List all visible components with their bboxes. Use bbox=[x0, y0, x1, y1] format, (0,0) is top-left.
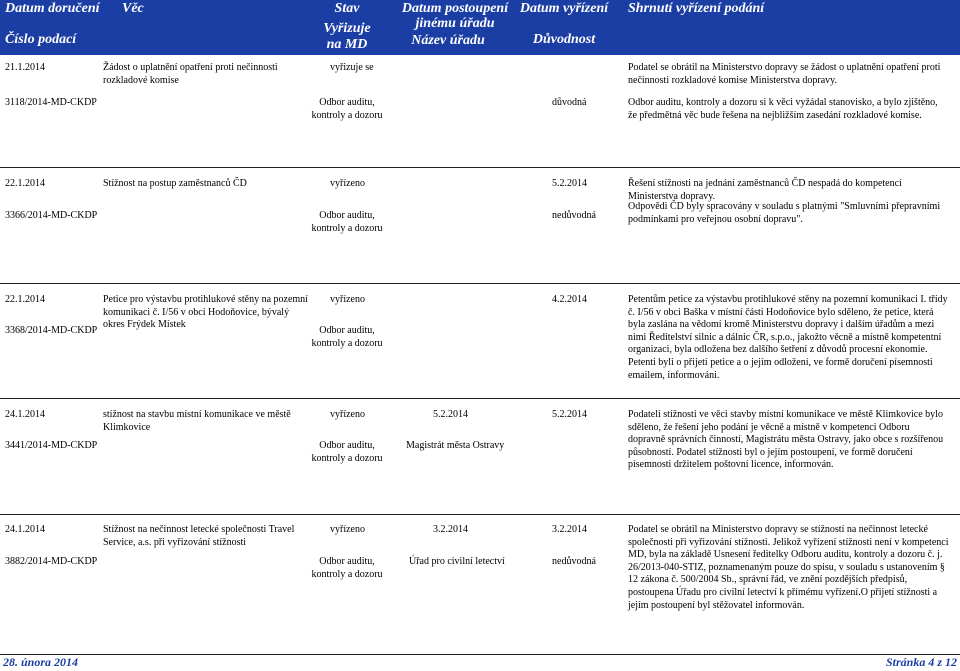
col-duvodnost: Důvodnost bbox=[532, 32, 596, 47]
shrnuti-text: Podatel se obrátil na Ministerstvo dopravy se žádost o uplatnění opatření proti nečinnosti rozkladové komise Ministerstva dopravy. bbox=[628, 62, 941, 86]
datum-doruceni: 24.1.2014 bbox=[5, 524, 45, 535]
col-datum-vyrizeni: Datum vyřízení bbox=[519, 1, 609, 16]
row-divider bbox=[0, 514, 960, 515]
datum-vyrizeni: 5.2.2014 bbox=[552, 178, 587, 189]
datum-vyrizeni: 4.2.2014 bbox=[552, 294, 587, 305]
table-header bbox=[0, 0, 960, 55]
cislo-podaci: 3366/2014-MD-CKDP bbox=[5, 210, 98, 221]
datum-postoupeni: 3.2.2014 bbox=[433, 524, 468, 535]
nazev-uradu: Úřad pro civilní letectví bbox=[409, 556, 505, 567]
shrnuti-text-2: Odbor auditu, kontroly a dozoru si k věci vyžádal stanovisko, a bylo zjištěno, že předmětná věc bude řešena na nejbližším zasedání rozkladové komise. bbox=[628, 97, 938, 121]
cislo-podaci: 3118/2014-MD-CKDP bbox=[5, 97, 97, 108]
cislo-podaci: 3441/2014-MD-CKDP bbox=[5, 440, 98, 451]
datum-vyrizeni: 5.2.2014 bbox=[552, 409, 587, 420]
row-divider bbox=[0, 167, 960, 168]
col-nazev-uradu: Název úřadu bbox=[411, 33, 485, 48]
stav: vyřízeno bbox=[330, 294, 365, 305]
vec: Petice pro výstavbu protihlukové stěny na pozemní komunikaci č. I/56 v obci Hodoňovice, bývalý okres Frýdek Místek bbox=[103, 294, 308, 331]
datum-doruceni: 22.1.2014 bbox=[5, 294, 45, 305]
stav: vyřízeno bbox=[330, 409, 365, 420]
page-footer bbox=[0, 654, 960, 671]
vec: Stížnost na nečinnost letecké společnosti Travel Service, a.s. při vyřizování stížnosti bbox=[103, 524, 295, 548]
cislo-podaci: 3882/2014-MD-CKDP bbox=[5, 556, 98, 567]
stav: vyřízeno bbox=[330, 524, 365, 535]
footer-date: 28. února 2014 bbox=[3, 655, 79, 669]
col-datum-doruceni: Datum doručení bbox=[5, 1, 100, 16]
duvodnost: nedůvodná bbox=[552, 210, 596, 221]
vyrizuje: Odbor auditu, kontroly a dozoru bbox=[311, 97, 383, 121]
col-cislo-podaci: Číslo podací bbox=[5, 32, 77, 47]
shrnuti-text: Řešení stížnosti na jednání zaměstnanců ČD nespadá do kompetencí Ministerstva dopravy. bbox=[628, 178, 902, 202]
datum-doruceni: 24.1.2014 bbox=[5, 409, 45, 420]
vyrizuje: Odbor auditu, kontroly a dozoru bbox=[311, 556, 383, 580]
duvodnost: důvodná bbox=[552, 97, 587, 108]
row-divider bbox=[0, 398, 960, 399]
col-vec: Věc bbox=[122, 1, 144, 16]
cislo-podaci: 3368/2014-MD-CKDP bbox=[5, 325, 98, 336]
shrnuti-text: Podatel se obrátil na Ministerstvo dopravy se stížností na nečinnost letecké společnosti při vyřizování stížnosti. Jelikož vyřízení stížnosti není v kompetenci MD, byla na základě Usnesení ředitelky Odboru auditu, kontroly a dozoru č. j. 26/2013-040-STIZ, poznamenaným pouze do spisu, v souladu s ustanovením § 12 zákona č. 500/2004 Sb., správní řád, ve znění pozdějších předpisů, postoupena Úřadu pro civilní letectví k přímému vyřízení.O přijetí stížnosti a jejím postoupení byl stěžovatel informován. bbox=[628, 524, 949, 611]
shrnuti-text: Petentům petice za výstavbu protihlukové stěny na pozemní komunikaci I. třídy č. I/56 v obci Baška v místní části Hodoňovice bylo sděleno, že petice, která byla zaslána na vědomí kromě Ministerstvu dopravy i dalším úřadům a mezi nimi Ředitelství silnic a dálnic ČR, s.p.o., jakožto věcně a místně kompetentní organizaci, byla odložena bez dalšího šetření z důvodů procesní ekonomie. Petenti byli o přijetí petice a o jejím odložení, ve formě doručení písemnosti emailem, informováni. bbox=[628, 294, 948, 381]
col-stav: Stav bbox=[334, 1, 360, 16]
datum-postoupeni: 5.2.2014 bbox=[433, 409, 468, 420]
vec: Stížnost na postup zaměstnanců ČD bbox=[103, 178, 247, 189]
col-vyrizuje-2: na MD bbox=[326, 37, 368, 52]
vec: Žádost o uplatnění opatření proti nečinnosti rozkladové komise bbox=[103, 62, 278, 86]
footer-page-number: Stránka 4 z 12 bbox=[885, 655, 957, 669]
row-divider bbox=[0, 283, 960, 284]
datum-doruceni: 22.1.2014 bbox=[5, 178, 45, 189]
stav: vyřizuje se bbox=[330, 62, 374, 73]
shrnuti-text-2: Odpovědi ČD byly spracovány v souladu s platnými "Smluvními přepravními podmínkami pro veřejnou osobní dopravu". bbox=[628, 201, 941, 225]
col-shrnuti: Shrnutí vyřízení podání bbox=[628, 1, 765, 16]
datum-doruceni: 21.1.2014 bbox=[5, 62, 45, 73]
shrnuti-text: Podateli stížnosti ve věci stavby místní komunikace ve městě Klimkovice bylo sděleno, že řešení jeho podání je věcně a místně v kompetenci Odboru dopravně správních činností, Magistrátu města Ostravy, jako obce s rozšířenou působností. Podatel stížnosti byl o jejím postoupení, ve formě doručení písemnosti držitelem poštovní licence, informován. bbox=[628, 409, 944, 471]
col-datum-postoupeni-2: jinému úřadu bbox=[415, 16, 495, 31]
duvodnost: nedůvodná bbox=[552, 556, 596, 567]
datum-vyrizeni: 3.2.2014 bbox=[552, 524, 587, 535]
vec: stížnost na stavbu místní komunikace ve městě Klimkovice bbox=[103, 409, 291, 433]
col-datum-postoupeni: Datum postoupení bbox=[401, 1, 509, 16]
col-vyrizuje: Vyřizuje bbox=[323, 21, 371, 36]
vyrizuje: Odbor auditu, kontroly a dozoru bbox=[311, 325, 383, 349]
stav: vyřízeno bbox=[330, 178, 365, 189]
vyrizuje: Odbor auditu, kontroly a dozoru bbox=[311, 440, 383, 464]
vyrizuje: Odbor auditu, kontroly a dozoru bbox=[311, 210, 383, 234]
nazev-uradu: Magistrát města Ostravy bbox=[406, 440, 505, 451]
